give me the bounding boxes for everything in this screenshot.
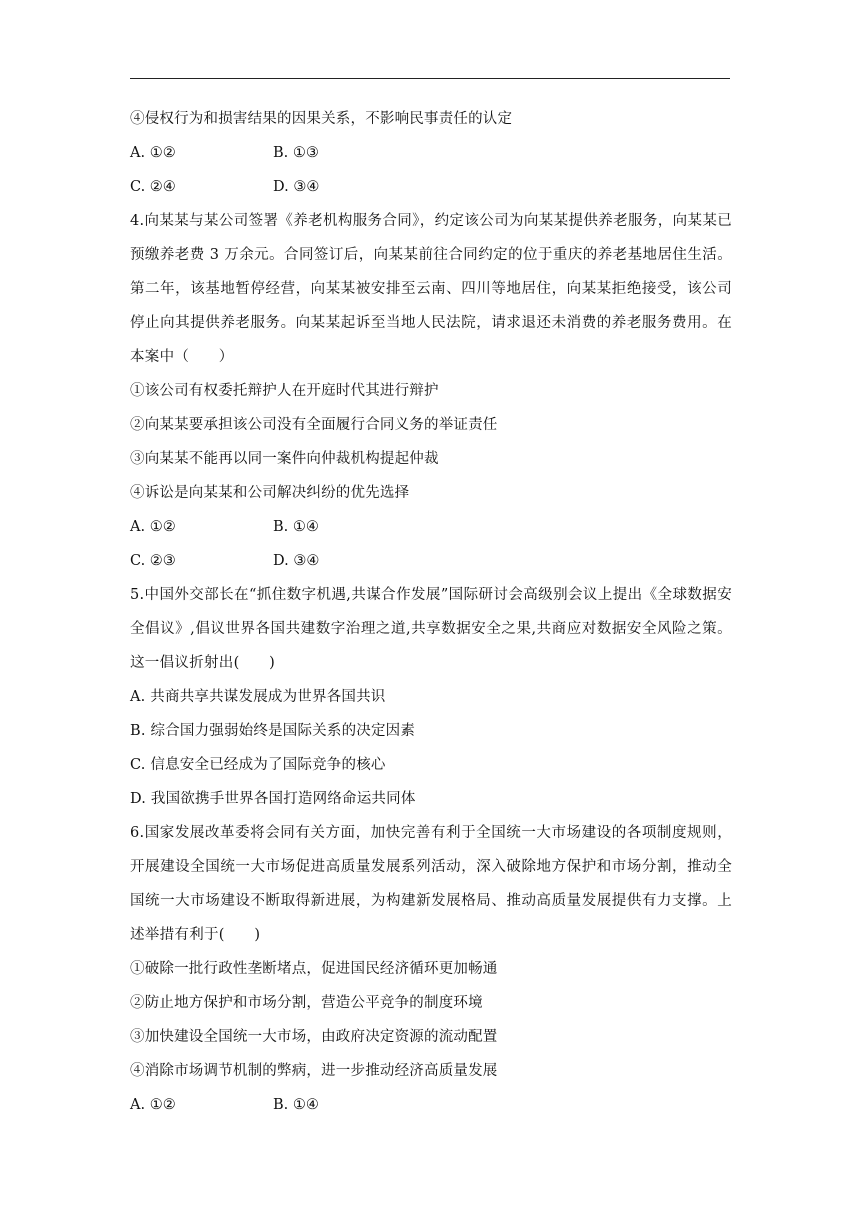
q3-option-c[interactable]: C. ②④ [130, 179, 176, 195]
q5-stem: 5.中国外交部长在“抓住数字机遇,共谋合作发展”国际研讨会高级别会议上提出《全球数据安全倡议》,倡议世界各国共建数字治理之道,共享数据安全之果,共商应对数据安全风险之策。这一倡议折射出( ) [130, 587, 732, 671]
q4-statement-2: ②向某某要承担该公司没有全面履行合同义务的举证责任 [130, 417, 498, 433]
q6-stem: 6.国家发展改革委将会同有关方面，加快完善有利于全国统一大市场建设的各项制度规则，开展建设全国统一大市场促进高质量发展系列活动，深入破除地方保护和市场分割，推动全国统一大市场建设不断取得新进展，为构建新发展格局、推动高质量发展提供有力支撑。上述举措有利于( ) [130, 825, 732, 943]
q5-option-d[interactable]: D. 我国欲携手世界各国打造网络命运共同体 [130, 791, 416, 807]
q3-option-d[interactable]: D. ③④ [273, 179, 320, 195]
q4-options-row-2 [130, 544, 732, 578]
q4-stem: 4.向某某与某公司签署《养老机构服务合同》，约定该公司为向某某提供养老服务，向某某已预缴养老费 3 万余元。合同签订后，向某某前往合同约定的位于重庆的养老基地居住生活。第二年，该基地暂停经营，向某某被安排至云南、四川等地居住，向某某拒绝接受，该公司停止向其提供养老服务。向某某起诉至当地人民法院，请求退还未消费的养老服务费用。在本案中（ ） [130, 213, 732, 365]
q3-options-row-2 [130, 170, 732, 204]
q4-option-c[interactable]: C. ②③ [130, 553, 176, 569]
q6-statement-4: ④消除市场调节机制的弊病，进一步推动经济高质量发展 [130, 1063, 498, 1079]
q4-option-a[interactable]: A. ①② [130, 519, 176, 535]
q3-option-b[interactable]: B. ①③ [273, 145, 319, 161]
q5-option-b[interactable]: B. 综合国力强弱始终是国际关系的决定因素 [130, 723, 416, 739]
q3-option-a[interactable]: A. ①② [130, 145, 176, 161]
q3-options-row-1 [130, 136, 732, 170]
q4-option-d[interactable]: D. ③④ [273, 553, 320, 569]
q4-statement-1: ①该公司有权委托辩护人在开庭时代其进行辩护 [130, 383, 439, 399]
q5-option-c[interactable]: C. 信息安全已经成为了国际竞争的核心 [130, 757, 386, 773]
q6-option-b[interactable]: B. ①④ [273, 1097, 319, 1113]
header-rule [130, 78, 730, 79]
q6-statement-3: ③加快建设全国统一大市场，由政府决定资源的流动配置 [130, 1029, 498, 1045]
q4-statement-3: ③向某某不能再以同一案件向仲裁机构提起仲裁 [130, 451, 439, 467]
q4-options-row-1 [130, 510, 732, 544]
q6-statement-1: ①破除一批行政性垄断堵点，促进国民经济循环更加畅通 [130, 961, 498, 977]
q6-option-a[interactable]: A. ①② [130, 1097, 176, 1113]
q4-statement-4: ④诉讼是向某某和公司解决纠纷的优先选择 [130, 485, 410, 501]
q4-option-b[interactable]: B. ①④ [273, 519, 319, 535]
q5-option-a[interactable]: A. 共商共享共谋发展成为世界各国共识 [130, 689, 386, 705]
q3-statement-4: ④侵权行为和损害结果的因果关系，不影响民事责任的认定 [130, 111, 513, 127]
question-content [130, 102, 732, 1122]
q6-options-row-1 [130, 1088, 732, 1122]
q6-statement-2: ②防止地方保护和市场分割，营造公平竞争的制度环境 [130, 995, 483, 1011]
